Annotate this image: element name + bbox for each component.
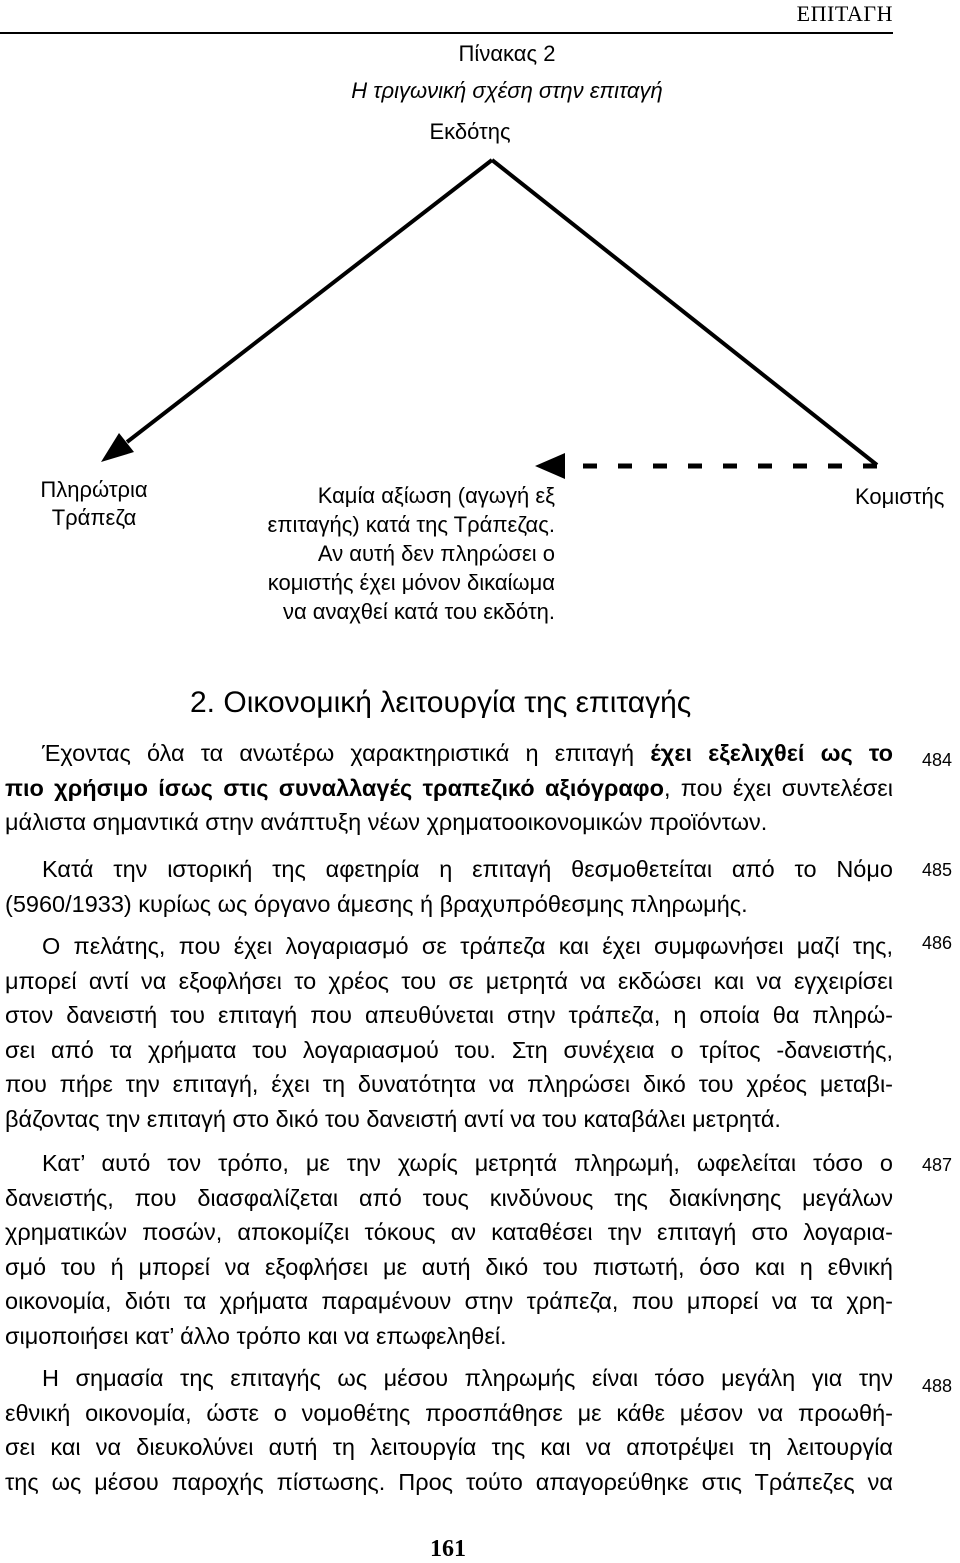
page-number: 161	[430, 1536, 466, 1562]
issuer-to-bank-arrow	[101, 160, 492, 462]
bold-segment: πιο χρήσιμο ίσως στις συναλλαγές τραπεζικό αξιόγραφο	[5, 774, 664, 801]
running-title: ΕΠΙΤΑΓΗ	[796, 1, 893, 26]
paragraph-line: (5960/1933) κυρίως ως όργανο άμεσης ή βραχυπρόθεσμης πληρωμής.	[5, 890, 748, 917]
paragraph-line	[5, 771, 893, 806]
section-heading: 2. Οικονομική λειτουργία της επιταγής	[190, 686, 692, 719]
margin-number: 487	[922, 1155, 953, 1175]
paragraph-line: μπορεί αντί να εξοφλήσει το χρέος του σε μετρητά να εκδώσει και να εγχειρίσει	[5, 967, 893, 994]
node-drawee-bank-line: Πληρώτρια	[40, 477, 148, 502]
figure-note-line: Καμία αξίωση (αγωγή εξ	[317, 483, 555, 508]
paragraph	[5, 1146, 893, 1353]
paragraph-line: σει και να διευκολύνει αυτή τη λειτουργία της και να αποτρέψει τη λειτουργία	[5, 1434, 893, 1460]
paragraph-line	[5, 805, 893, 840]
paragraph-line: Ο πελάτης, που έχει λογαριασμό σε τράπεζα και έχει συμφωνήσει μαζί της,	[42, 933, 893, 959]
figure-note-line: επιταγής) κατά της Τράπεζας.	[267, 512, 555, 537]
text-segment: μάλιστα σημαντικά στην ανάπτυξη νέων χρηματοοικονομικών προϊόντων.	[5, 809, 768, 835]
figure-note-line: Αν αυτή δεν πληρώσει ο	[317, 541, 555, 566]
paragraph	[5, 736, 893, 840]
figure-note-line: κομιστής έχει μόνον δικαίωμα	[267, 570, 555, 595]
paragraph-line: εθνική οικονομία, ώστε ο νομοθέτης προσπάθησε με κάθε μέσον να προωθή-	[5, 1399, 893, 1426]
paragraph-line: που πήρε την επιταγή, έχει τη δυνατότητα να πληρώσει δικό του χρέος μεταβι-	[5, 1071, 893, 1097]
paragraph-line: βάζοντας την επιταγή στο δικό του δανειστή αντί να του καταβάλει μετρητά.	[5, 1105, 781, 1132]
paragraph-line: σει από τα χρήματα του λογαριασμού του. Στη συνέχεια ο τρίτος -δανειστής,	[5, 1036, 893, 1063]
issuer-to-holder-line	[492, 160, 877, 465]
node-drawee-bank	[14, 476, 174, 532]
paragraph-line: της ως μέσου παροχής πίστωσης. Προς τούτο απαγορεύθηκε στις Τράπεζες να	[5, 1468, 893, 1495]
text-segment: , που έχει συντελέσει	[663, 774, 893, 801]
paragraph-line: Κατ’ αυτό τον τρόπο, με την χωρίς μετρητά πληρωμή, ωφελείται τόσο ο	[42, 1150, 893, 1176]
figure-label: Πίνακας 2	[458, 41, 556, 66]
node-holder: Κομιστής	[855, 484, 945, 509]
paragraph-line: οικονομία, διότι τα χρήματα παραμένουν στην τράπεζα, που μπορεί να τα χρη-	[5, 1288, 893, 1314]
paragraph-line: σμό του ή μπορεί να εξοφλήσει με αυτή δικό του πιστωτή, όσο και η εθνική	[5, 1253, 893, 1280]
holder-to-bank-dashed-arrow	[535, 453, 877, 479]
paragraph-line: στον δανειστή του επιταγή που απευθύνεται στην τράπεζα, η οποία θα πληρώ-	[5, 1002, 893, 1028]
margin-number: 484	[922, 750, 953, 770]
margin-number: 486	[922, 933, 953, 953]
paragraph-line: Κατά την ιστορική της αφετηρία η επιταγή θεσμοθετείται από το Νόμο	[42, 856, 893, 882]
paragraph-line: σιμοποιήσει κατ’ άλλο τρόπο και να επωφεληθεί.	[5, 1322, 507, 1349]
paragraph-line: Η σημασία της επιταγής ως μέσου πληρωμής είναι τόσο μεγάλη για την	[42, 1365, 893, 1391]
text-segment: Έχοντας όλα τα ανωτέρω χαρακτηριστικά η επιταγή	[42, 740, 635, 766]
figure-note-line: να αναχθεί κατά του εκδότη.	[282, 599, 555, 624]
paragraph	[5, 1361, 893, 1499]
paragraph-line: χρηματικών ποσών, αποκομίζει τόκους αν καταθέσει την επιταγή στο λογαρια-	[5, 1219, 893, 1245]
paragraph	[5, 852, 893, 921]
figure-note	[268, 481, 555, 626]
bold-segment: έχει εξελιχθεί ως το	[650, 740, 894, 766]
margin-number: 488	[922, 1376, 953, 1396]
margin-number: 485	[922, 860, 953, 880]
node-drawee-bank-line: Τράπεζα	[51, 505, 137, 530]
node-issuer: Εκδότης	[429, 119, 511, 144]
paragraph-line	[5, 736, 893, 771]
paragraph	[5, 929, 893, 1136]
paragraph-line: δανειστής, που διασφαλίζεται από τους κινδύνους της διακίνησης μεγάλων	[5, 1184, 893, 1211]
figure-caption: Η τριγωνική σχέση στην επιταγή	[351, 78, 663, 103]
